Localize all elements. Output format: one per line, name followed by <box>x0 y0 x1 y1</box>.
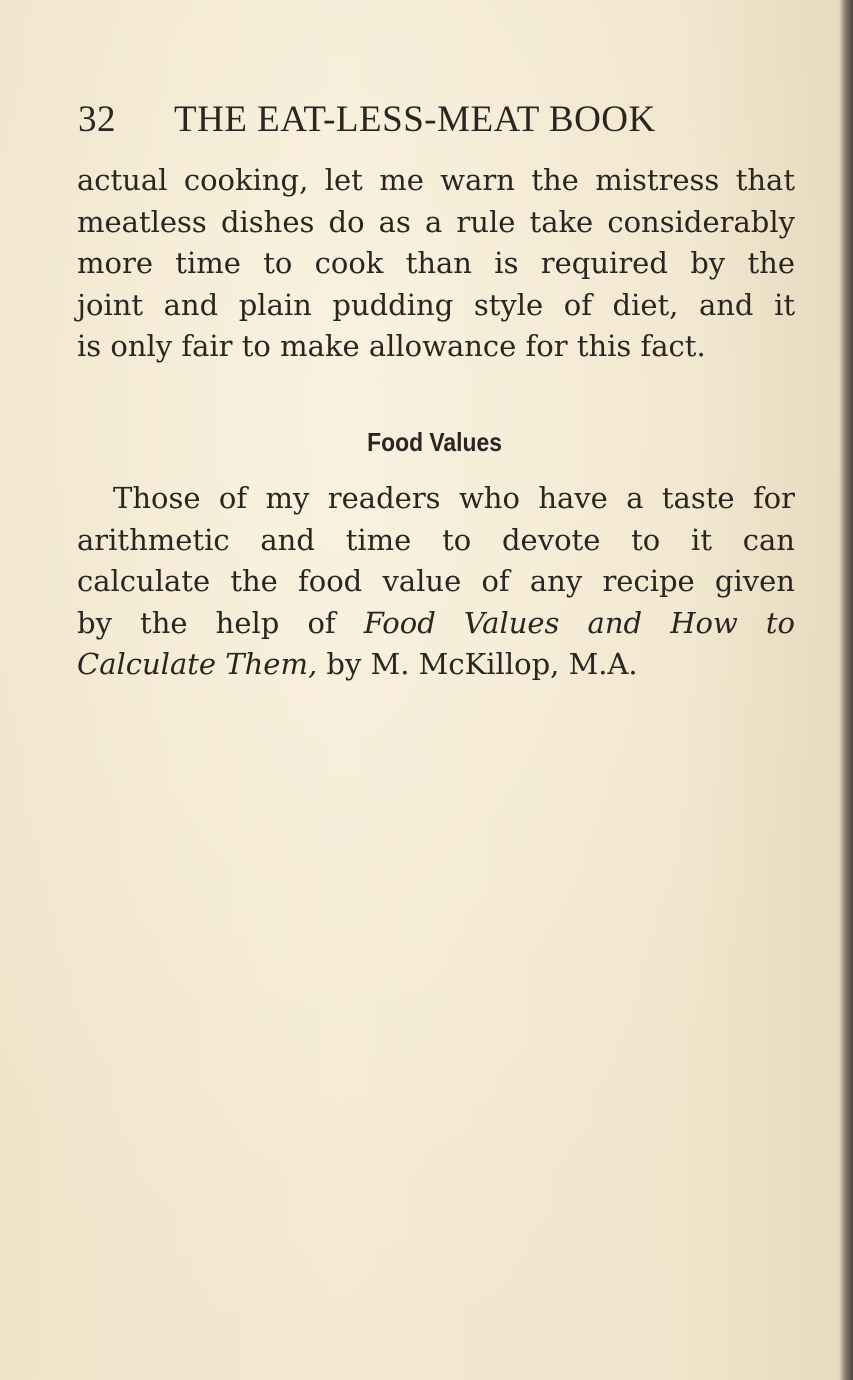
book-reference-title: Food Values and How to <box>363 605 795 640</box>
section-heading: Food Values <box>367 427 502 457</box>
book-reference-title: Calculate Them, <box>77 647 318 681</box>
text-segment: by the help of <box>77 605 336 640</box>
text-line: more time to cook than is required by the <box>77 246 795 280</box>
running-head <box>78 98 778 142</box>
book-title: THE EAT-LESS-MEAT BOOK <box>174 99 656 140</box>
text-line <box>77 644 795 686</box>
text-line: is only fair to make allowance for this fact. <box>77 329 706 363</box>
text-line: calculate the food value of any recipe given <box>77 564 795 598</box>
paragraph-food-values <box>77 478 795 686</box>
page-number: 32 <box>78 99 116 140</box>
text-line: joint and plain pudding style of diet, and it <box>77 287 795 322</box>
text-line: arithmetic and time to devote to it can <box>77 522 795 557</box>
text-line: meatless dishes do as a rule take considerably <box>77 204 795 239</box>
text-line: Those of my readers who have a taste for <box>113 481 795 515</box>
text-segment: by M. McKillop, M.A. <box>326 647 638 681</box>
text-line <box>77 603 795 645</box>
text-line: actual cooking, let me warn the mistress that <box>77 163 795 197</box>
paragraph-continuation <box>77 160 795 368</box>
page-edge-shadow <box>839 0 853 1380</box>
